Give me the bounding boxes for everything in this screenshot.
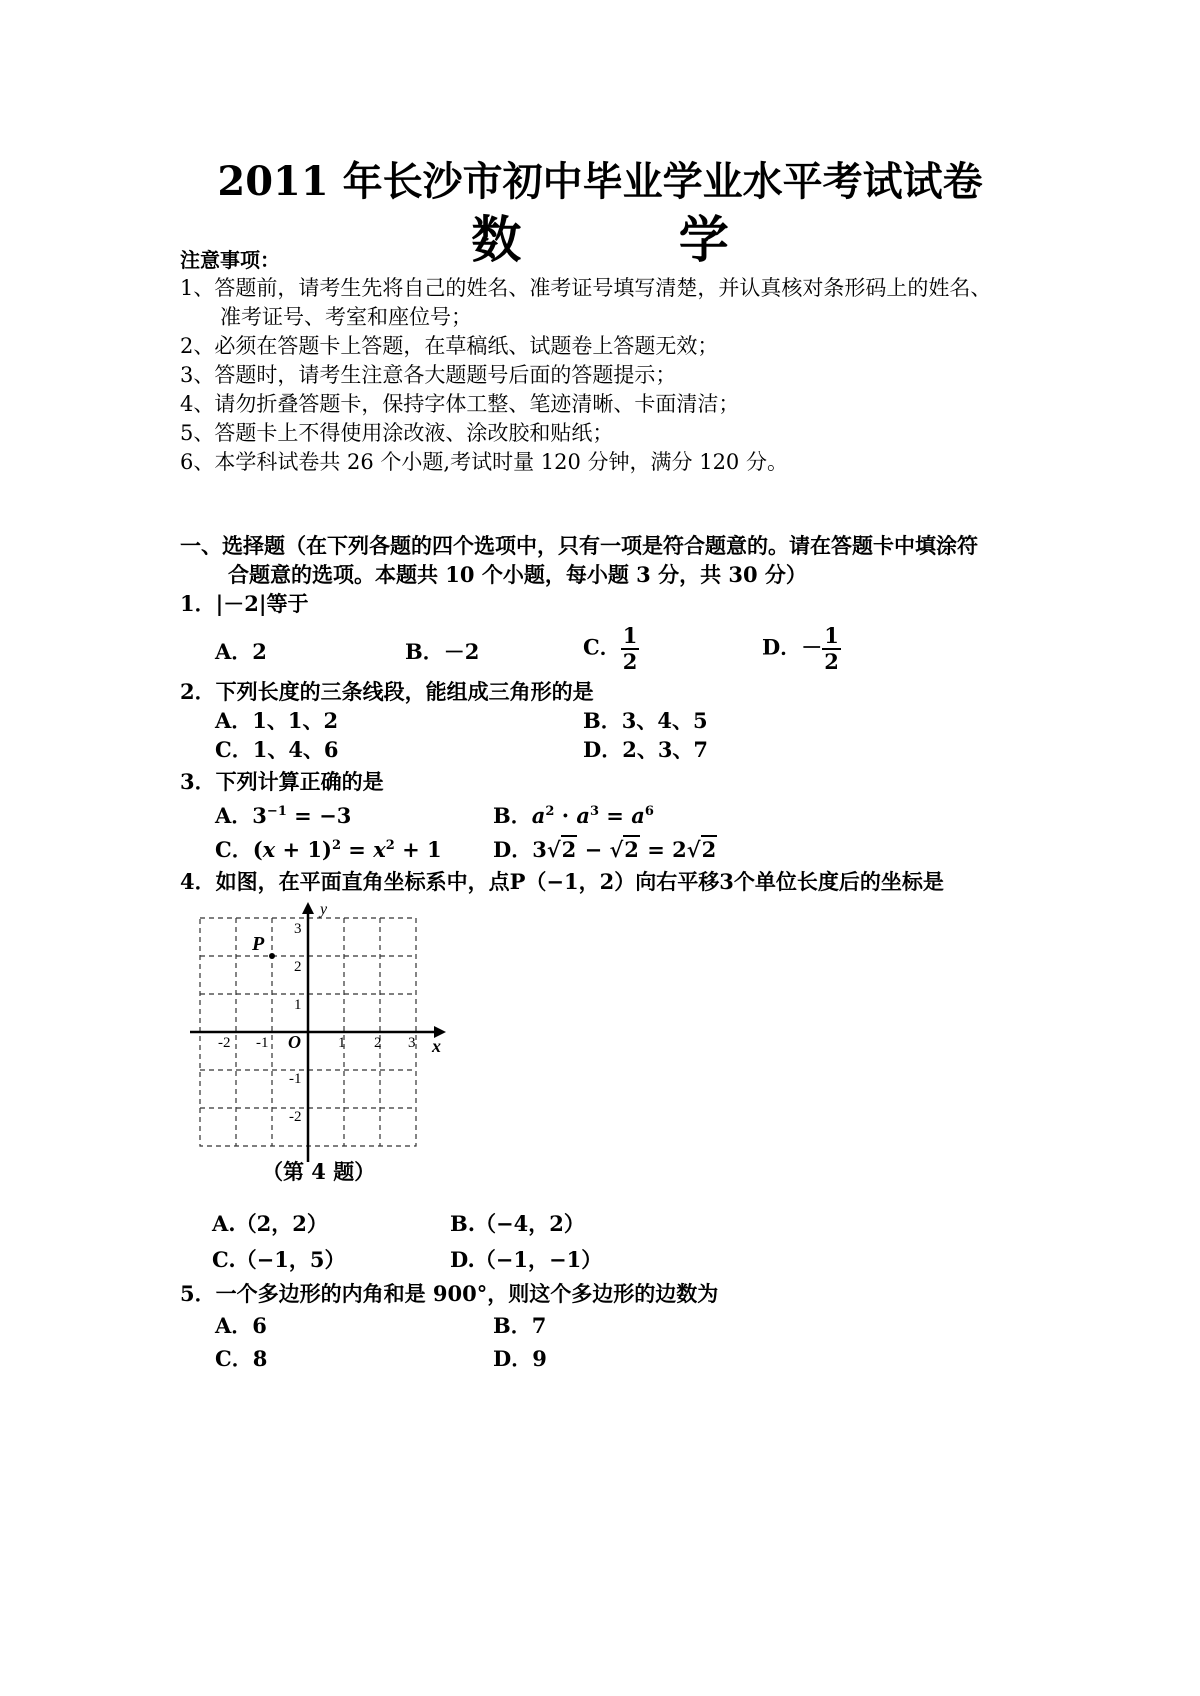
q2-option-d[interactable]: D．2、3、7 xyxy=(583,737,709,762)
fraction: $\frac{1}{2}$ xyxy=(622,623,638,674)
q1-option-a[interactable]: A．2 xyxy=(215,639,267,664)
x-tick-label: 1 xyxy=(338,1035,346,1051)
x-tick-label: 3 xyxy=(408,1035,416,1051)
note-item: 6、本学科试卷共 26 个小题,考试时量 120 分钟，满分 120 分。 xyxy=(180,450,788,474)
exam-title: 2011 年长沙市初中毕业学业水平考试试卷 xyxy=(217,158,983,205)
q3-option-a-formula: $3^{-1} = -3$ xyxy=(252,803,352,828)
x-tick-label: 2 xyxy=(374,1035,382,1051)
note-item: 1、答题前，请考生先将自己的姓名、准考证号填写清楚，并认真核对条形码上的姓名、 xyxy=(180,276,992,300)
figure-caption: （第 4 题） xyxy=(262,1159,376,1184)
q2-option-c[interactable]: C．1、4、6 xyxy=(215,737,339,762)
coordinate-grid xyxy=(190,900,470,1165)
q5-option-c[interactable]: C．8 xyxy=(215,1346,268,1371)
point-p xyxy=(269,953,275,959)
y-tick-label: 3 xyxy=(294,921,302,937)
q3-option-c-formula: $(x + 1)^2 = x^2 + 1$ xyxy=(252,837,442,862)
q5-option-d[interactable]: D．9 xyxy=(493,1346,547,1371)
q3-stem: 3．下列计算正确的是 xyxy=(180,769,384,794)
y-tick-label: -1 xyxy=(289,1071,302,1087)
q1-option-b[interactable]: B．－2 xyxy=(405,639,480,664)
note-item: 4、请勿折叠答题卡，保持字体工整、笔迹清晰、卡面清洁； xyxy=(180,392,740,416)
notes-heading: 注意事项： xyxy=(180,248,280,272)
q3-option-c[interactable] xyxy=(215,834,442,864)
y-axis-label: y xyxy=(320,901,328,918)
q3-option-b[interactable] xyxy=(493,800,654,830)
y-axis-arrow xyxy=(302,902,314,914)
q2-option-a[interactable]: A．1、1、2 xyxy=(215,708,339,733)
q5-option-b[interactable]: B．7 xyxy=(493,1313,547,1338)
q3-option-d-formula: 3√2 − √2 = 2√2 xyxy=(532,837,717,862)
q4-option-c[interactable]: C.（−1，5） xyxy=(212,1247,346,1272)
y-tick-label: 2 xyxy=(294,959,302,975)
q3-option-a-label: A． xyxy=(215,803,253,828)
x-tick-label: -1 xyxy=(256,1035,269,1051)
y-tick-label: -2 xyxy=(289,1109,302,1125)
q3-option-d[interactable] xyxy=(493,834,717,864)
note-item: 3、答题时，请考生注意各大题题号后面的答题提示； xyxy=(180,363,677,387)
y-tick-label: 1 xyxy=(294,997,302,1013)
note-item: 准考证号、考室和座位号； xyxy=(220,305,472,329)
coordinate-grid-figure xyxy=(190,900,470,1165)
fraction: $\frac{1}{2}$ xyxy=(824,623,839,674)
note-item: 2、必须在答题卡上答题，在草稿纸、试题卷上答题无效； xyxy=(180,334,719,358)
q3-option-d-label: D． xyxy=(493,837,533,862)
q3-option-b-label: B． xyxy=(493,803,532,828)
x-axis-label: x xyxy=(432,1036,441,1056)
section-heading: 一、选择题（在下列各题的四个选项中，只有一项是符合题意的。请在答题卡中填涂符 xyxy=(180,533,978,558)
q2-stem: 2．下列长度的三条线段，能组成三角形的是 xyxy=(180,679,594,704)
q1-option-c[interactable] xyxy=(583,624,639,674)
q4-option-b[interactable]: B.（−4，2） xyxy=(450,1211,585,1236)
q1-option-d[interactable] xyxy=(762,624,841,674)
point-p-label: P xyxy=(252,933,265,955)
q4-option-a[interactable]: A.（2，2） xyxy=(212,1211,328,1236)
q2-option-b[interactable]: B．3、4、5 xyxy=(583,708,708,733)
subject-title: 数 学 xyxy=(471,210,799,269)
q3-option-a[interactable] xyxy=(215,800,351,830)
q5-stem: 5．一个多边形的内角和是 900°，则这个多边形的边数为 xyxy=(180,1281,719,1306)
q4-stem: 4．如图，在平面直角坐标系中，点P（−1，2）向右平移3个单位长度后的坐标是 xyxy=(180,869,944,894)
note-item: 5、答题卡上不得使用涂改液、涂改胶和贴纸； xyxy=(180,421,614,445)
q1-stem: 1．|－2|等于 xyxy=(180,591,309,616)
q5-option-a[interactable]: A．6 xyxy=(215,1313,267,1338)
q3-option-c-label: C． xyxy=(215,837,253,862)
q4-option-d[interactable]: D.（−1，−1） xyxy=(450,1247,603,1272)
q3-option-b-formula: $a^2 \cdot a^3 = a^6$ xyxy=(531,803,654,828)
x-tick-label: -2 xyxy=(218,1035,231,1051)
q1-option-c-label: C． xyxy=(583,634,621,660)
origin-label: O xyxy=(288,1032,301,1052)
q1-option-d-label: D．－ xyxy=(762,634,823,660)
section-heading-cont: 合题意的选项。本题共 10 个小题，每小题 3 分，共 30 分） xyxy=(228,562,807,587)
